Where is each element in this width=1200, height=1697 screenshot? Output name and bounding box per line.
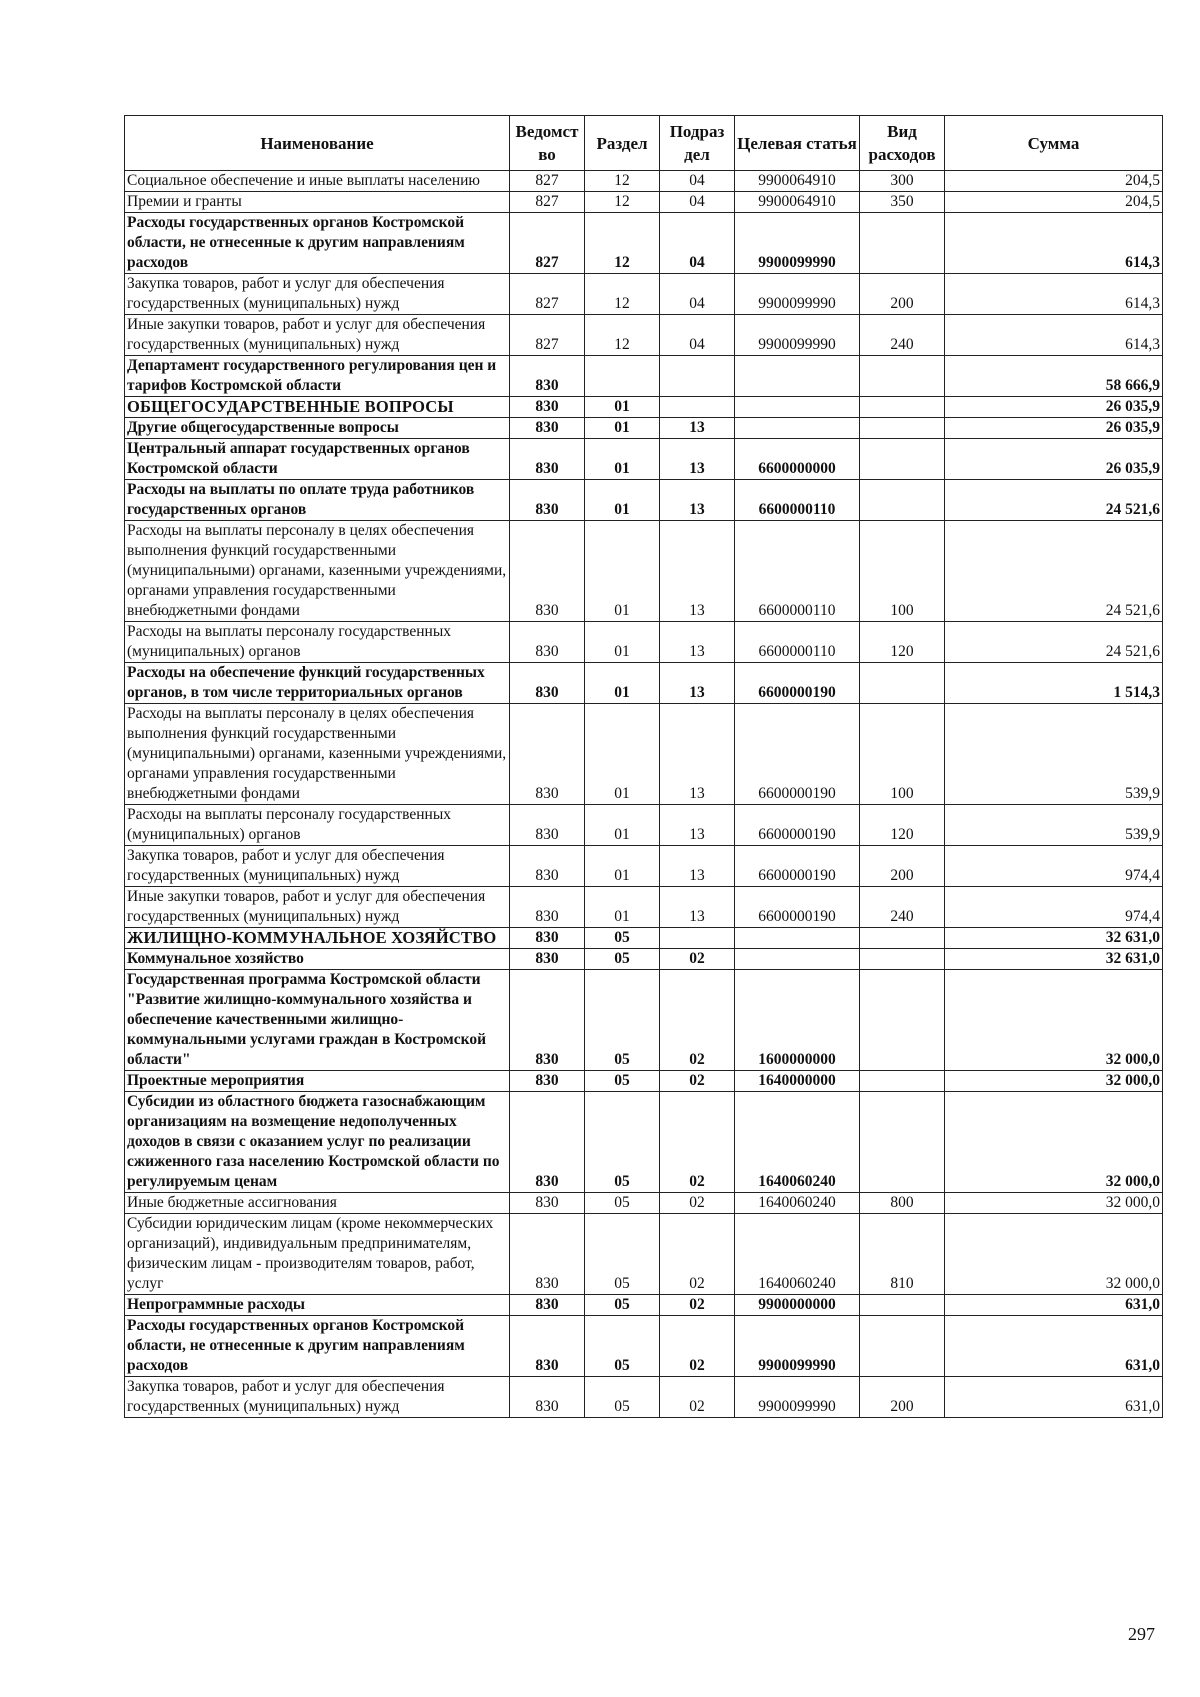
cell-vid [860, 397, 945, 418]
cell-summa: 974,4 [945, 846, 1163, 887]
cell-podrazdel: 04 [660, 274, 735, 315]
table-row [125, 1193, 1163, 1214]
cell-podrazdel: 02 [660, 1295, 735, 1316]
cell-vedomstvo: 830 [510, 1295, 585, 1316]
cell-name: Социальное обеспечение и иные выплаты населению [125, 171, 510, 192]
cell-vid [860, 439, 945, 480]
cell-summa: 1 514,3 [945, 663, 1163, 704]
cell-summa: 539,9 [945, 704, 1163, 805]
cell-statya: 6600000110 [735, 622, 860, 663]
cell-vid: 200 [860, 1377, 945, 1418]
cell-statya: 9900099990 [735, 1377, 860, 1418]
table-row [125, 192, 1163, 213]
cell-statya [735, 397, 860, 418]
cell-podrazdel: 02 [660, 1193, 735, 1214]
cell-summa: 614,3 [945, 315, 1163, 356]
cell-summa: 32 631,0 [945, 949, 1163, 970]
cell-vedomstvo: 830 [510, 1377, 585, 1418]
cell-vedomstvo: 827 [510, 171, 585, 192]
cell-vid: 810 [860, 1214, 945, 1295]
cell-vid [860, 356, 945, 397]
cell-name: Субсидии юридическим лицам (кроме некоммерческих организаций), индивидуальным предпринимателям, физическим лицам - производителям товаров, работ, услуг [125, 1214, 510, 1295]
cell-razdel: 12 [585, 171, 660, 192]
cell-razdel: 01 [585, 805, 660, 846]
cell-razdel: 12 [585, 192, 660, 213]
cell-vedomstvo: 830 [510, 397, 585, 418]
cell-statya: 6600000110 [735, 480, 860, 521]
header-summa: Сумма [945, 116, 1163, 171]
cell-podrazdel: 04 [660, 213, 735, 274]
cell-razdel [585, 356, 660, 397]
cell-summa: 631,0 [945, 1295, 1163, 1316]
cell-razdel: 01 [585, 663, 660, 704]
cell-razdel: 01 [585, 480, 660, 521]
cell-statya: 6600000190 [735, 805, 860, 846]
cell-podrazdel: 02 [660, 970, 735, 1071]
cell-vid [860, 1316, 945, 1377]
cell-statya: 9900064910 [735, 171, 860, 192]
cell-summa: 539,9 [945, 805, 1163, 846]
cell-vedomstvo: 830 [510, 887, 585, 928]
cell-name: Расходы на выплаты по оплате труда работников государственных органов [125, 480, 510, 521]
cell-statya: 1640060240 [735, 1193, 860, 1214]
cell-vedomstvo: 830 [510, 663, 585, 704]
cell-razdel: 05 [585, 1295, 660, 1316]
cell-podrazdel: 02 [660, 949, 735, 970]
cell-vedomstvo: 830 [510, 622, 585, 663]
cell-vid [860, 480, 945, 521]
cell-vedomstvo: 830 [510, 949, 585, 970]
cell-podrazdel: 13 [660, 480, 735, 521]
cell-name: Иные закупки товаров, работ и услуг для обеспечения государственных (муниципальных) нужд [125, 887, 510, 928]
cell-summa: 32 000,0 [945, 1214, 1163, 1295]
table-row [125, 805, 1163, 846]
cell-summa: 26 035,9 [945, 439, 1163, 480]
cell-summa: 32 631,0 [945, 928, 1163, 949]
cell-statya [735, 949, 860, 970]
cell-razdel: 01 [585, 887, 660, 928]
cell-vedomstvo: 830 [510, 970, 585, 1071]
cell-summa: 24 521,6 [945, 480, 1163, 521]
table-row [125, 1316, 1163, 1377]
cell-razdel: 12 [585, 213, 660, 274]
cell-summa: 26 035,9 [945, 397, 1163, 418]
cell-podrazdel: 13 [660, 805, 735, 846]
table-row [125, 171, 1163, 192]
cell-summa: 32 000,0 [945, 1193, 1163, 1214]
table-body [125, 171, 1163, 1418]
cell-summa: 26 035,9 [945, 418, 1163, 439]
cell-name: Департамент государственного регулирования цен и тарифов Костромской области [125, 356, 510, 397]
cell-statya [735, 928, 860, 949]
cell-razdel: 05 [585, 1214, 660, 1295]
cell-summa: 32 000,0 [945, 1092, 1163, 1193]
cell-summa: 631,0 [945, 1316, 1163, 1377]
table-row [125, 1377, 1163, 1418]
cell-razdel: 12 [585, 274, 660, 315]
cell-statya [735, 356, 860, 397]
cell-vid: 240 [860, 887, 945, 928]
cell-vedomstvo: 830 [510, 480, 585, 521]
cell-razdel: 05 [585, 928, 660, 949]
cell-vedomstvo: 827 [510, 192, 585, 213]
cell-statya: 1640060240 [735, 1214, 860, 1295]
cell-name: Премии и гранты [125, 192, 510, 213]
cell-statya: 9900099990 [735, 274, 860, 315]
header-razdel: Раздел [585, 116, 660, 171]
cell-vedomstvo: 827 [510, 315, 585, 356]
table-row [125, 663, 1163, 704]
cell-summa: 32 000,0 [945, 970, 1163, 1071]
cell-statya: 6600000000 [735, 439, 860, 480]
cell-razdel: 01 [585, 397, 660, 418]
cell-podrazdel: 02 [660, 1316, 735, 1377]
table-row [125, 949, 1163, 970]
cell-podrazdel: 13 [660, 439, 735, 480]
cell-statya: 6600000110 [735, 521, 860, 622]
table-row [125, 887, 1163, 928]
cell-podrazdel: 02 [660, 1377, 735, 1418]
cell-podrazdel: 13 [660, 663, 735, 704]
cell-name: Расходы государственных органов Костромской области, не отнесенные к другим направлениям расходов [125, 1316, 510, 1377]
cell-vid [860, 1071, 945, 1092]
cell-name: Расходы на выплаты персоналу в целях обеспечения выполнения функций государственными (муниципальными) органами, казенными учреждениями, органами управления государственными внебюджетными фондами [125, 521, 510, 622]
cell-podrazdel: 02 [660, 1071, 735, 1092]
cell-summa: 204,5 [945, 171, 1163, 192]
table-row [125, 704, 1163, 805]
cell-razdel: 05 [585, 1377, 660, 1418]
cell-summa: 204,5 [945, 192, 1163, 213]
cell-name: Закупка товаров, работ и услуг для обеспечения государственных (муниципальных) нужд [125, 274, 510, 315]
cell-summa: 631,0 [945, 1377, 1163, 1418]
cell-name: Расходы на выплаты персоналу в целях обеспечения выполнения функций государственными (муниципальными) органами, казенными учреждениями, органами управления государственными внебюджетными фондами [125, 704, 510, 805]
header-name: Наименование [125, 116, 510, 171]
cell-name: Центральный аппарат государственных органов Костромской области [125, 439, 510, 480]
cell-razdel: 01 [585, 622, 660, 663]
header-podrazdel: Подраз дел [660, 116, 735, 171]
cell-podrazdel: 13 [660, 418, 735, 439]
cell-razdel: 01 [585, 704, 660, 805]
cell-name: Иные бюджетные ассигнования [125, 1193, 510, 1214]
cell-podrazdel: 04 [660, 171, 735, 192]
cell-vid [860, 213, 945, 274]
cell-vedomstvo: 827 [510, 213, 585, 274]
cell-summa: 58 666,9 [945, 356, 1163, 397]
cell-razdel: 05 [585, 1193, 660, 1214]
cell-razdel: 01 [585, 846, 660, 887]
header-vid: Вид расходов [860, 116, 945, 171]
cell-podrazdel: 04 [660, 315, 735, 356]
page-number: 297 [1128, 1624, 1155, 1644]
cell-summa: 24 521,6 [945, 521, 1163, 622]
cell-podrazdel: 13 [660, 521, 735, 622]
cell-statya: 9900064910 [735, 192, 860, 213]
cell-vid [860, 418, 945, 439]
cell-vid [860, 1092, 945, 1193]
cell-podrazdel [660, 356, 735, 397]
table-row [125, 397, 1163, 418]
cell-vid: 100 [860, 521, 945, 622]
table-row [125, 521, 1163, 622]
cell-vid: 100 [860, 704, 945, 805]
table-row [125, 274, 1163, 315]
table-row [125, 928, 1163, 949]
cell-vid [860, 663, 945, 704]
cell-name: Расходы на выплаты персоналу государственных (муниципальных) органов [125, 805, 510, 846]
table-row [125, 418, 1163, 439]
cell-name: Расходы на обеспечение функций государственных органов, в том числе территориальных органов [125, 663, 510, 704]
cell-razdel: 01 [585, 521, 660, 622]
cell-statya: 6600000190 [735, 704, 860, 805]
cell-vid: 120 [860, 805, 945, 846]
cell-razdel: 05 [585, 949, 660, 970]
cell-vedomstvo: 830 [510, 928, 585, 949]
cell-statya: 9900000000 [735, 1295, 860, 1316]
cell-name: Государственная программа Костромской области "Развитие жилищно-коммунального хозяйства и обеспечение качественными жилищно-коммунальными услугами граждан в Костромской области" [125, 970, 510, 1071]
cell-razdel: 05 [585, 1316, 660, 1377]
cell-name: Другие общегосударственные вопросы [125, 418, 510, 439]
cell-statya: 1600000000 [735, 970, 860, 1071]
table-row [125, 970, 1163, 1071]
cell-vid [860, 949, 945, 970]
cell-vedomstvo: 830 [510, 439, 585, 480]
cell-podrazdel: 02 [660, 1092, 735, 1193]
cell-vedomstvo: 827 [510, 274, 585, 315]
cell-podrazdel: 04 [660, 192, 735, 213]
cell-vid: 240 [860, 315, 945, 356]
cell-vedomstvo: 830 [510, 1193, 585, 1214]
table-row [125, 846, 1163, 887]
cell-vid [860, 1295, 945, 1316]
cell-name: Непрограммные расходы [125, 1295, 510, 1316]
cell-statya: 9900099990 [735, 1316, 860, 1377]
cell-vid [860, 970, 945, 1071]
cell-podrazdel: 13 [660, 846, 735, 887]
cell-vedomstvo: 830 [510, 418, 585, 439]
cell-name: Закупка товаров, работ и услуг для обеспечения государственных (муниципальных) нужд [125, 846, 510, 887]
cell-razdel: 05 [585, 1071, 660, 1092]
cell-podrazdel [660, 397, 735, 418]
table-row [125, 213, 1163, 274]
table-row [125, 1071, 1163, 1092]
cell-name: Расходы на выплаты персоналу государственных (муниципальных) органов [125, 622, 510, 663]
header-statya: Целевая статья [735, 116, 860, 171]
cell-razdel: 05 [585, 970, 660, 1071]
cell-podrazdel: 13 [660, 622, 735, 663]
cell-vedomstvo: 830 [510, 846, 585, 887]
cell-vedomstvo: 830 [510, 356, 585, 397]
cell-name: ОБЩЕГОСУДАРСТВЕННЫЕ ВОПРОСЫ [125, 397, 510, 418]
cell-podrazdel [660, 928, 735, 949]
cell-statya: 6600000190 [735, 846, 860, 887]
cell-statya [735, 418, 860, 439]
header-vedomstvo: Ведомст во [510, 116, 585, 171]
cell-statya: 6600000190 [735, 663, 860, 704]
cell-summa: 32 000,0 [945, 1071, 1163, 1092]
cell-summa: 24 521,6 [945, 622, 1163, 663]
cell-name: Субсидии из областного бюджета газоснабжающим организациям на возмещение недополученных доходов в связи с оказанием услуг по реализации сжиженного газа населению Костромской области по регулируемым ценам [125, 1092, 510, 1193]
cell-statya: 9900099990 [735, 315, 860, 356]
cell-vid: 120 [860, 622, 945, 663]
cell-summa: 614,3 [945, 213, 1163, 274]
cell-vedomstvo: 830 [510, 704, 585, 805]
cell-vedomstvo: 830 [510, 1071, 585, 1092]
table-row [125, 1092, 1163, 1193]
cell-razdel: 05 [585, 1092, 660, 1193]
cell-razdel: 12 [585, 315, 660, 356]
cell-vid: 200 [860, 846, 945, 887]
budget-table [124, 115, 1163, 1418]
cell-name: Коммунальное хозяйство [125, 949, 510, 970]
cell-podrazdel: 13 [660, 887, 735, 928]
cell-razdel: 01 [585, 418, 660, 439]
cell-name: Закупка товаров, работ и услуг для обеспечения государственных (муниципальных) нужд [125, 1377, 510, 1418]
cell-vedomstvo: 830 [510, 805, 585, 846]
cell-vid: 300 [860, 171, 945, 192]
cell-vedomstvo: 830 [510, 521, 585, 622]
cell-vid [860, 928, 945, 949]
table-row [125, 315, 1163, 356]
cell-statya: 9900099990 [735, 213, 860, 274]
cell-summa: 974,4 [945, 887, 1163, 928]
table-row [125, 1214, 1163, 1295]
cell-name: Иные закупки товаров, работ и услуг для обеспечения государственных (муниципальных) нужд [125, 315, 510, 356]
cell-statya: 6600000190 [735, 887, 860, 928]
cell-statya: 1640060240 [735, 1092, 860, 1193]
cell-summa: 614,3 [945, 274, 1163, 315]
cell-name: Расходы государственных органов Костромской области, не отнесенные к другим направлениям расходов [125, 213, 510, 274]
cell-vedomstvo: 830 [510, 1214, 585, 1295]
cell-vid: 800 [860, 1193, 945, 1214]
table-header-row [125, 116, 1163, 171]
cell-vedomstvo: 830 [510, 1092, 585, 1193]
cell-vid: 350 [860, 192, 945, 213]
table-row [125, 1295, 1163, 1316]
cell-razdel: 01 [585, 439, 660, 480]
cell-podrazdel: 02 [660, 1214, 735, 1295]
cell-vid: 200 [860, 274, 945, 315]
table-row [125, 439, 1163, 480]
cell-podrazdel: 13 [660, 704, 735, 805]
table-row [125, 480, 1163, 521]
cell-name: ЖИЛИЩНО-КОММУНАЛЬНОЕ ХОЗЯЙСТВО [125, 928, 510, 949]
cell-name: Проектные мероприятия [125, 1071, 510, 1092]
cell-vedomstvo: 830 [510, 1316, 585, 1377]
table-row [125, 356, 1163, 397]
table-row [125, 622, 1163, 663]
cell-statya: 1640000000 [735, 1071, 860, 1092]
